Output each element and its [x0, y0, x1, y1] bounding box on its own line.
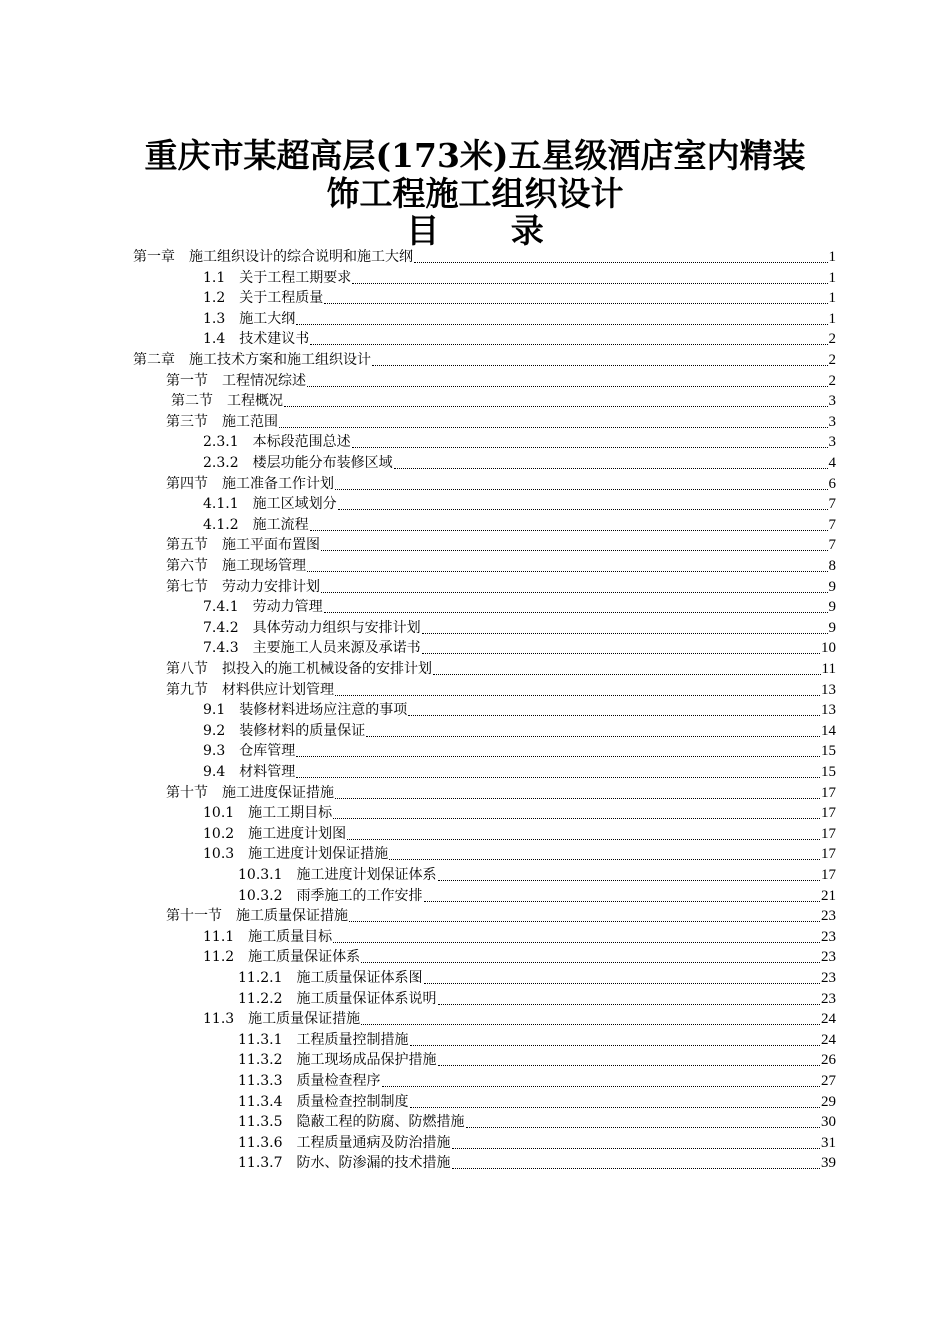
toc-entry-page-number: 30 — [821, 1114, 836, 1131]
toc-entry[interactable] — [203, 762, 836, 783]
toc-entry-label: 1.1 关于工程工期要求 — [203, 269, 352, 286]
toc-entry-label: 第七节 劳动力安排计划 — [166, 578, 320, 595]
toc-dot-leader — [296, 324, 827, 325]
toc-entry[interactable] — [238, 1071, 836, 1092]
toc-dot-leader — [466, 1127, 820, 1128]
toc-dot-leader — [349, 921, 820, 922]
toc-entry[interactable] — [238, 1092, 836, 1113]
toc-entry-page-number: 3 — [828, 393, 836, 410]
toc-dot-leader — [422, 633, 828, 634]
toc-entry[interactable] — [203, 494, 836, 515]
toc-entry[interactable] — [166, 535, 836, 556]
toc-entry[interactable] — [238, 1112, 836, 1133]
toc-entry[interactable] — [203, 638, 836, 659]
toc-entry[interactable] — [171, 391, 836, 412]
toc-entry-page-number: 23 — [821, 908, 836, 925]
toc-entry[interactable] — [238, 989, 836, 1010]
toc-entry-page-number: 9 — [828, 619, 836, 636]
toc-entry-page-number: 6 — [828, 475, 836, 492]
toc-entry-label: 11.3.3 质量检查程序 — [238, 1073, 381, 1089]
toc-dot-leader — [324, 303, 827, 304]
toc-entry[interactable] — [166, 412, 836, 433]
toc-entry-label: 9.1 装修材料进场应注意的事项 — [203, 702, 408, 719]
toc-entry-page-number: 39 — [821, 1155, 836, 1172]
toc-dot-leader — [361, 962, 820, 963]
toc-entry-label: 2.3.1 本标段范围总述 — [203, 434, 351, 451]
toc-entry-label: 4.1.2 施工流程 — [203, 516, 309, 533]
toc-entry[interactable] — [203, 721, 836, 742]
toc-entry-label: 第十一节 施工质量保证措施 — [166, 908, 348, 925]
toc-entry-page-number: 24 — [821, 1031, 836, 1048]
toc-dot-leader — [433, 674, 821, 675]
toc-entry-page-number: 1 — [828, 269, 836, 286]
toc-entry[interactable] — [203, 329, 836, 350]
toc-entry-label: 第五节 施工平面布置图 — [166, 537, 320, 554]
toc-dot-leader — [324, 612, 828, 613]
toc-entry-label: 第二章 施工技术方案和施工组织设计 — [133, 352, 371, 368]
toc-dot-leader — [452, 1148, 820, 1149]
toc-entry[interactable] — [203, 741, 836, 762]
toc-entry-label: 11.3.7 防水、防渗漏的技术措施 — [238, 1155, 451, 1172]
toc-entry-label: 第九节 材料供应计划管理 — [166, 681, 334, 698]
toc-dot-leader — [296, 756, 820, 757]
toc-entry-page-number: 1 — [828, 310, 836, 327]
toc-entry-label: 1.2 关于工程质量 — [203, 290, 324, 307]
toc-entry[interactable] — [166, 371, 836, 392]
toc-entry-page-number: 8 — [828, 558, 836, 574]
toc-entry-page-number: 23 — [821, 970, 836, 986]
toc-entry[interactable] — [203, 947, 836, 968]
toc-entry-page-number: 9 — [828, 578, 836, 595]
toc-dot-leader — [408, 715, 820, 716]
toc-entry-label: 10.1 施工工期目标 — [203, 805, 333, 822]
toc-entry[interactable] — [166, 577, 836, 598]
toc-dot-leader — [389, 859, 820, 860]
toc-entry[interactable] — [133, 247, 836, 268]
toc-entry-label: 11.3.4 质量检查控制制度 — [238, 1093, 409, 1110]
toc-dot-leader — [410, 1107, 820, 1108]
toc-entry-page-number: 7 — [828, 496, 836, 513]
toc-entry[interactable] — [238, 1050, 836, 1071]
toc-dot-leader — [307, 571, 828, 572]
toc-entry-label: 7.4.2 具体劳动力组织与安排计划 — [203, 619, 421, 636]
toc-dot-leader — [422, 653, 820, 654]
toc-entry-page-number: 2 — [828, 372, 836, 389]
toc-entry-page-number: 1 — [828, 249, 836, 265]
toc-entry-label: 10.3 施工进度计划保证措施 — [203, 846, 389, 863]
toc-dot-leader — [352, 447, 828, 448]
toc-entry[interactable] — [166, 556, 836, 577]
toc-entry-page-number: 23 — [821, 928, 836, 945]
toc-entry-page-number: 26 — [821, 1052, 836, 1069]
toc-entry[interactable] — [203, 824, 836, 845]
toc-entry-label: 11.2 施工质量保证体系 — [203, 949, 361, 966]
toc-entry[interactable] — [203, 700, 836, 721]
toc-dot-leader — [321, 592, 828, 593]
toc-dot-leader — [333, 818, 820, 819]
toc-entry-page-number: 24 — [821, 1011, 836, 1028]
toc-entry[interactable] — [203, 432, 836, 453]
toc-entry-page-number: 17 — [821, 825, 836, 842]
toc-dot-leader — [361, 1024, 820, 1025]
toc-entry-page-number: 21 — [821, 887, 836, 904]
toc-dot-leader — [382, 1086, 820, 1087]
toc-entry[interactable] — [203, 844, 836, 865]
toc-dot-leader — [310, 344, 827, 345]
toc-entry-page-number: 7 — [828, 537, 836, 554]
toc-dot-leader — [394, 468, 828, 469]
toc-entry-page-number: 15 — [821, 764, 836, 780]
toc-entry-page-number: 10 — [821, 640, 836, 657]
toc-entry[interactable] — [238, 1030, 836, 1051]
toc-entry-label: 11.2.2 施工质量保证体系说明 — [238, 990, 437, 1007]
toc-entry-label: 1.3 施工大纲 — [203, 310, 296, 327]
toc-entry[interactable] — [203, 1009, 836, 1030]
toc-entry[interactable] — [238, 865, 836, 886]
toc-entry-page-number: 11 — [821, 661, 836, 677]
toc-entry-page-number: 3 — [828, 413, 836, 430]
document-title-line-2: 饰工程施工组织设计 — [326, 174, 624, 213]
toc-dot-leader — [296, 777, 820, 778]
toc-dot-leader — [335, 695, 820, 696]
toc-entry-label: 11.3.6 工程质量通病及防治措施 — [238, 1134, 451, 1151]
toc-entry-page-number: 29 — [821, 1093, 836, 1110]
toc-dot-leader — [338, 509, 828, 510]
toc-entry-label: 第十节 施工进度保证措施 — [166, 784, 334, 801]
toc-entry[interactable] — [203, 515, 836, 536]
toc-entry-label: 11.2.1 施工质量保证体系图 — [238, 970, 423, 986]
toc-dot-leader — [424, 983, 820, 984]
toc-entry-page-number: 15 — [821, 743, 836, 760]
toc-entry-label: 10.2 施工进度计划图 — [203, 825, 347, 842]
toc-entry[interactable] — [203, 597, 836, 618]
toc-dot-leader — [333, 942, 820, 943]
toc-entry-page-number: 13 — [821, 681, 836, 698]
toc-dot-leader — [335, 489, 828, 490]
toc-entry-page-number: 4 — [828, 455, 836, 471]
toc-entry[interactable] — [166, 474, 836, 495]
toc-dot-leader — [307, 386, 828, 387]
toc-entry-page-number: 2 — [828, 331, 836, 348]
toc-entry[interactable] — [203, 268, 836, 289]
toc-entry-page-number: 3 — [828, 434, 836, 451]
toc-entry[interactable] — [166, 659, 836, 680]
toc-dot-leader — [438, 1004, 820, 1005]
toc-dot-leader — [352, 283, 827, 284]
toc-entry[interactable] — [133, 350, 836, 371]
document-title-line-1: 重庆市某超高层(173米)五星级酒店室内精装 — [144, 136, 806, 175]
toc-entry-label: 2.3.2 楼层功能分布装修区域 — [203, 455, 393, 471]
toc-entry[interactable] — [238, 968, 836, 989]
toc-dot-leader — [452, 1168, 820, 1169]
toc-dot-leader — [335, 798, 820, 799]
toc-entry-label: 9.4 材料管理 — [203, 764, 296, 780]
toc-entry[interactable] — [203, 453, 836, 474]
toc-entry[interactable] — [166, 680, 836, 701]
toc-dot-leader — [366, 736, 820, 737]
toc-entry-label: 9.2 装修材料的质量保证 — [203, 722, 366, 739]
toc-dot-leader — [310, 530, 828, 531]
toc-dot-leader — [347, 839, 820, 840]
toc-entry-label: 第一章 施工组织设计的综合说明和施工大纲 — [133, 249, 413, 265]
toc-entry-page-number: 2 — [828, 352, 836, 368]
toc-dot-leader — [438, 880, 820, 881]
toc-heading: 目 录 — [406, 211, 574, 250]
toc-entry-page-number: 17 — [821, 784, 836, 801]
toc-entry-label: 第三节 施工范围 — [166, 413, 278, 430]
toc-dot-leader — [279, 427, 828, 428]
toc-entry[interactable] — [203, 927, 836, 948]
toc-entry-page-number: 17 — [821, 846, 836, 863]
toc-entry[interactable] — [203, 618, 836, 639]
toc-entry-label: 11.3 施工质量保证措施 — [203, 1011, 361, 1028]
toc-entry-label: 第六节 施工现场管理 — [166, 558, 306, 574]
toc-entry-page-number: 7 — [828, 516, 836, 533]
toc-entry-page-number: 23 — [821, 949, 836, 966]
toc-entry-label: 11.3.5 隐蔽工程的防腐、防燃措施 — [238, 1114, 465, 1131]
toc-entry-label: 第八节 拟投入的施工机械设备的安排计划 — [166, 661, 432, 677]
toc-entry-page-number: 27 — [821, 1073, 836, 1089]
toc-entry-page-number: 23 — [821, 990, 836, 1007]
toc-entry-label: 10.3.2 雨季施工的工作安排 — [238, 887, 423, 904]
toc-entry[interactable] — [203, 288, 836, 309]
toc-dot-leader — [284, 406, 828, 407]
toc-entry[interactable] — [166, 783, 836, 804]
toc-entry-label: 第一节 工程情况综述 — [166, 372, 306, 389]
toc-dot-leader — [424, 901, 820, 902]
toc-entry-label: 1.4 技术建议书 — [203, 331, 310, 348]
toc-entry[interactable] — [203, 803, 836, 824]
toc-entry-label: 10.3.1 施工进度计划保证体系 — [238, 867, 437, 883]
toc-entry-label: 11.3.2 施工现场成品保护措施 — [238, 1052, 437, 1069]
toc-entry-page-number: 13 — [821, 702, 836, 719]
toc-dot-leader — [410, 1045, 820, 1046]
toc-entry-page-number: 14 — [821, 722, 836, 739]
toc-entry-label: 9.3 仓库管理 — [203, 743, 296, 760]
toc-entry[interactable] — [203, 309, 836, 330]
toc-entry-page-number: 1 — [828, 290, 836, 307]
toc-entry-page-number: 17 — [821, 805, 836, 822]
toc-entry-page-number: 17 — [821, 867, 836, 883]
toc-entry[interactable] — [238, 1153, 836, 1174]
toc-dot-leader — [321, 550, 828, 551]
toc-entry-page-number: 9 — [828, 599, 836, 616]
toc-entry-label: 第四节 施工准备工作计划 — [166, 475, 334, 492]
toc-entry-label: 7.4.1 劳动力管理 — [203, 599, 323, 616]
toc-dot-leader — [372, 365, 828, 366]
toc-entry-page-number: 31 — [821, 1134, 836, 1151]
toc-dot-leader — [438, 1065, 820, 1066]
toc-entry-label: 第二节 工程概况 — [171, 393, 283, 410]
toc-entry[interactable] — [238, 886, 836, 907]
toc-entry[interactable] — [238, 1133, 836, 1154]
toc-entry-label: 11.1 施工质量目标 — [203, 928, 333, 945]
toc-entry-label: 4.1.1 施工区域划分 — [203, 496, 337, 513]
toc-dot-leader — [414, 262, 828, 263]
toc-entry-label: 11.3.1 工程质量控制措施 — [238, 1031, 409, 1048]
toc-entry[interactable] — [166, 906, 836, 927]
toc-entry-label: 7.4.3 主要施工人员来源及承诺书 — [203, 640, 421, 657]
